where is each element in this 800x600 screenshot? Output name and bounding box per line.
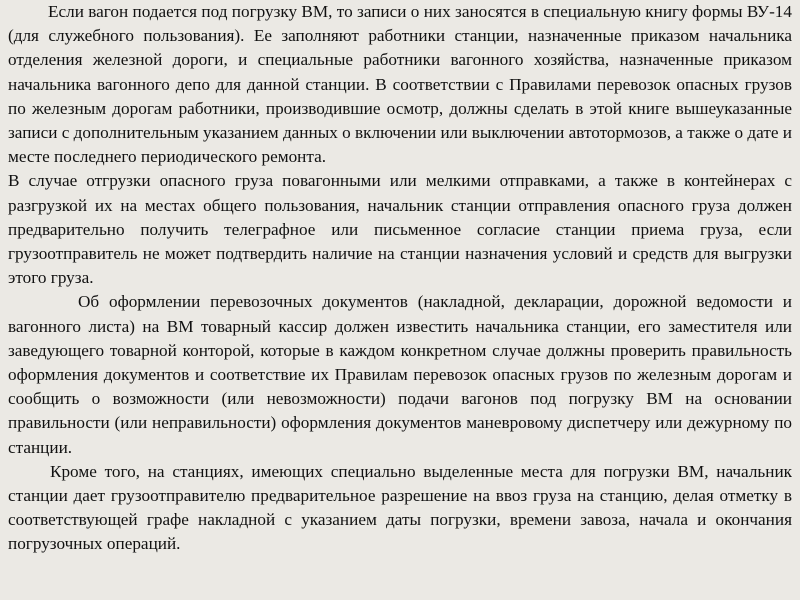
paragraph-2: В случае отгрузки опасного груза повагонными или мелкими отправками, а также в контейнерах с разгрузкой их на местах общего пользования, начальник станции отправления опасного груза должен предварительно получить телеграфное или письменное согласие станции приема груза, если грузоотправитель не может подтвердить наличие на станции назначения условий и средств для выгрузки этого груза. [8,171,792,288]
document-text [8,0,792,557]
paragraph-3: Об оформлении перевозочных документов (накладной, декларации, дорожной ведомости и вагонного листа) на ВМ товарный кассир должен известить начальника станции, его заместителя или заведующего товарной конторой, которые в каждом конкретном случае должны проверить правильность оформления документов и соответствие их Правилам перевозок опасных грузов по железным дорогам и сообщить о возможности (или невозможности) подачи вагонов под погрузку ВМ на основании правильности (или неправильности) оформления документов маневровому диспетчеру или дежурному по станции. [8,292,792,457]
paragraph-4: Кроме того, на станциях, имеющих специально выделенные места для погрузки ВМ, начальник станции дает грузоотправителю предварительное разрешение на ввоз груза на станцию, делая отметку в соответствующей графе накладной с указанием даты погрузки, времени завоза, начала и окончания погрузочных операций. [8,461,792,554]
paragraph-1: Если вагон подается под погрузку ВМ, то записи о них заносятся в специальную книгу формы ВУ-14 (для служебного пользования). Ее заполняют работники станции, назначенные приказом начальника отделения железной дороги, и специальные работники вагонного хозяйства, назначенные приказом начальника вагонного депо для данной станции. В соответствии с Правилами перевозок опасных грузов по железным дорогам работники, производившие осмотр, должны сделать в этой книге вышеуказанные записи с дополнительным указанием данных о включении или выключении автотормозов, а также о дате и месте последнего периодического ремонта. [8,2,792,167]
